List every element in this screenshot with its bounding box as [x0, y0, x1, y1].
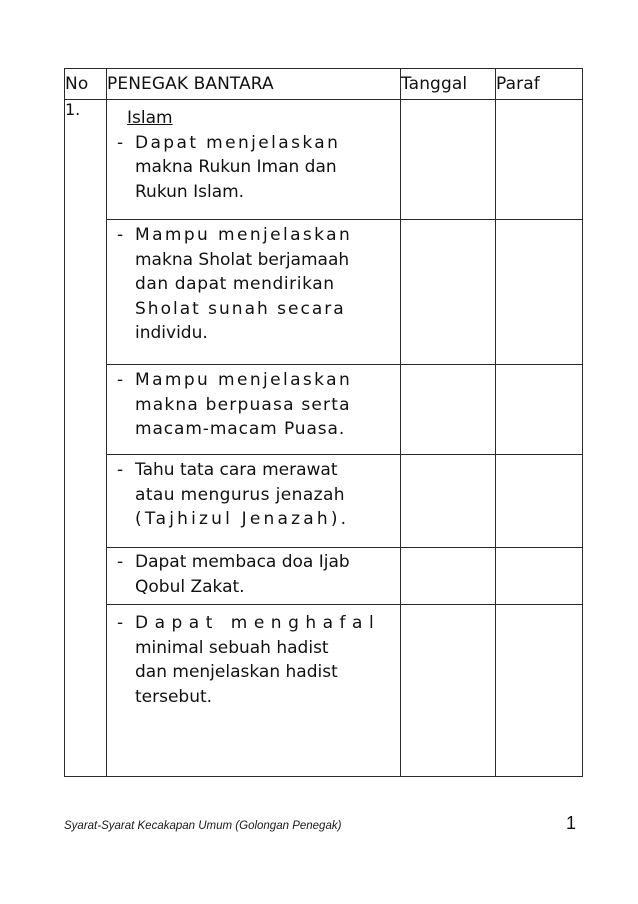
requirement-line: dan dapat mendirikan — [135, 274, 335, 294]
tanggal-cell[interactable] — [401, 605, 496, 777]
table-header-row — [65, 69, 583, 100]
header-tanggal: Tanggal — [401, 69, 496, 100]
requirement-cell — [107, 220, 401, 365]
table-row — [65, 455, 583, 548]
paraf-cell[interactable] — [496, 548, 583, 605]
tanggal-cell[interactable] — [401, 100, 496, 220]
table-row — [65, 100, 583, 220]
paraf-cell[interactable] — [496, 220, 583, 365]
paraf-cell[interactable] — [496, 365, 583, 455]
paraf-cell[interactable] — [496, 455, 583, 548]
list-dash: - — [117, 460, 124, 480]
tanggal-cell[interactable] — [401, 365, 496, 455]
requirement-line: Mampu menjelaskan — [135, 225, 353, 245]
row-number: 1. — [65, 100, 107, 777]
requirement-line: makna Rukun Iman dan — [135, 157, 337, 177]
requirement-cell — [107, 100, 401, 220]
requirement-line: Dapat membaca doa Ijab — [135, 552, 350, 572]
requirement-line: makna berpuasa serta — [135, 394, 351, 415]
header-penegak-bantara: PENEGAK BANTARA — [107, 69, 401, 100]
requirement-line: macam-macam Puasa. — [135, 419, 346, 439]
table-row — [65, 220, 583, 365]
list-dash: - — [117, 370, 124, 390]
requirement-line: individu. — [135, 323, 208, 343]
requirement-line: Rukun Islam. — [135, 181, 245, 202]
header-paraf: Paraf — [496, 69, 583, 100]
list-dash: - — [117, 132, 124, 153]
requirement-line: Tahu tata cara merawat — [135, 460, 338, 480]
requirement-line: Sholat sunah secara — [135, 298, 346, 319]
requirement-cell — [107, 548, 401, 605]
table-row — [65, 605, 583, 777]
footer-document-title: Syarat-Syarat Kecakapan Umum (Golongan Penegak) — [64, 820, 342, 832]
syarat-kecakapan-table — [64, 68, 583, 777]
requirement-line: minimal sebuah hadist — [135, 637, 329, 658]
list-dash: - — [117, 613, 124, 633]
requirement-line: Mampu menjelaskan — [135, 370, 353, 390]
requirement-cell — [107, 605, 401, 777]
requirement-line: atau mengurus jenazah — [135, 484, 345, 505]
list-dash: - — [117, 552, 124, 572]
tanggal-cell[interactable] — [401, 220, 496, 365]
requirement-line: Dapat menjelaskan — [135, 132, 341, 153]
topic-heading: Islam — [127, 108, 173, 128]
requirement-line: Qobul Zakat. — [135, 576, 245, 597]
requirement-line: tersebut. — [135, 686, 213, 707]
requirement-line: Dapat menghafal — [135, 613, 381, 633]
footer-page-number: 1 — [566, 813, 577, 833]
table-row — [65, 365, 583, 455]
table-row — [65, 548, 583, 605]
requirement-line: makna Sholat berjamaah — [135, 249, 350, 270]
header-no: No — [65, 69, 107, 100]
paraf-cell[interactable] — [496, 100, 583, 220]
tanggal-cell[interactable] — [401, 455, 496, 548]
tanggal-cell[interactable] — [401, 548, 496, 605]
requirement-cell — [107, 365, 401, 455]
requirement-line: (Tajhizul Jenazah). — [135, 509, 350, 529]
list-dash: - — [117, 225, 124, 245]
requirement-line: dan menjelaskan hadist — [135, 662, 338, 682]
paraf-cell[interactable] — [496, 605, 583, 777]
requirement-cell — [107, 455, 401, 548]
